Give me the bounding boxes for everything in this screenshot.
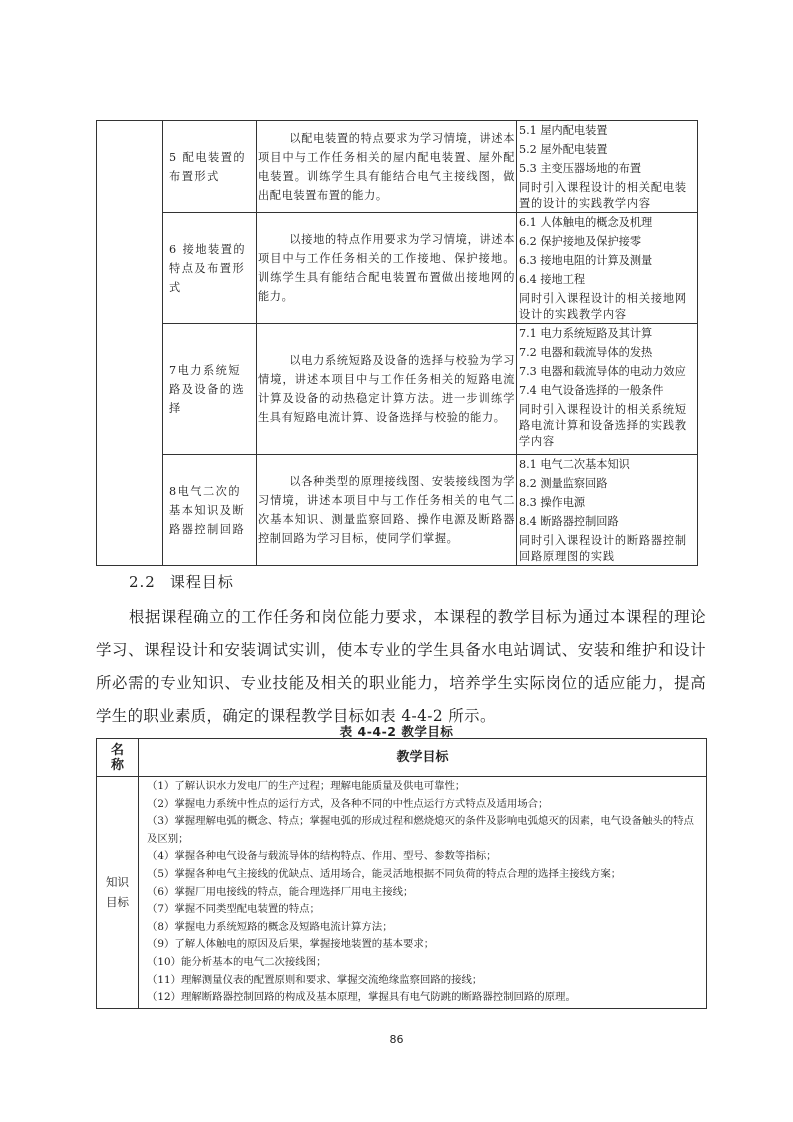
list-item: 7.2 电器和载流导体的发热 xyxy=(519,346,653,359)
goal-item: （5）掌握各种电气主接线的优缺点、适用场合，能灵活地根据不同负荷的特点合理的选择主接线方案； xyxy=(147,867,622,880)
goal-category: 知识 目标 xyxy=(97,777,139,1009)
table-row xyxy=(97,777,707,1009)
table-row xyxy=(97,324,698,455)
list-item: 5.1 屋内配电装置 xyxy=(519,124,608,137)
unit-name: 7电力系统短路及设备的选择 xyxy=(163,324,257,455)
course-content-table xyxy=(96,120,698,566)
list-item: 6.2 保护接地及保护接零 xyxy=(519,235,642,248)
section-number: 2.2 xyxy=(129,573,156,591)
goal-item: （3）掌握理解电弧的概念、特点；掌握电弧的形成过程和燃烧熄灭的条件及影响电弧熄灭的因素，电气设备触头的特点及区别； xyxy=(147,815,694,845)
practice-note: 同时引入课程设计的相关配电装置的设计的实践教学内容 xyxy=(519,181,687,210)
goal-item: （10）能分析基本的电气二次接线图； xyxy=(147,955,327,968)
section-heading xyxy=(129,571,234,592)
goal-item: （8）掌握电力系统短路的概念及短路电流计算方法； xyxy=(147,920,393,933)
list-item: 8.2 测量监察回路 xyxy=(519,477,608,490)
teaching-goals-table xyxy=(96,738,707,1009)
list-item: 8.3 操作电源 xyxy=(519,496,586,509)
practice-note: 同时引入课程设计的断路器控制回路原理图的实践 xyxy=(519,534,687,563)
list-item: 8.4 断路器控制回路 xyxy=(519,515,619,528)
unit-items xyxy=(517,213,698,324)
module-cell xyxy=(97,121,163,566)
list-item: 6.3 接地电阻的计算及测量 xyxy=(519,254,653,267)
unit-items xyxy=(517,121,698,213)
body-paragraph xyxy=(96,601,706,733)
goal-item: （11）理解测量仪表的配置原则和要求、掌握交流绝缘监察回路的接线； xyxy=(147,973,483,986)
header-goals: 教学目标 xyxy=(139,739,707,777)
unit-items xyxy=(517,324,698,455)
list-item: 7.3 电器和载流导体的电动力效应 xyxy=(519,365,686,378)
goal-item: （9）了解人体触电的原因及后果，掌握接地装置的基本要求； xyxy=(147,938,435,951)
list-item: 7.4 电气设备选择的一般条件 xyxy=(519,384,664,397)
list-item: 5.2 屋外配电装置 xyxy=(519,143,608,156)
list-item: 6.1 人体触电的概念及机理 xyxy=(519,216,653,229)
list-item: 5.3 主变压器场地的布置 xyxy=(519,162,642,175)
goal-item: （2）掌握电力系统中性点的运行方式，及各种不同的中性点运行方式特点及适用场合； xyxy=(147,797,549,810)
unit-name: 8电气二次的基本知识及断路器控制回路 xyxy=(163,455,257,566)
goal-item: （6）掌握厂用电接线的特点，能合理选择厂用电主接线； xyxy=(147,885,414,898)
goal-item: （1）了解认识水力发电厂的生产过程；理解电能质量及供电可靠性； xyxy=(147,780,466,792)
unit-items xyxy=(517,455,698,566)
list-item: 6.4 接地工程 xyxy=(519,273,586,286)
goal-list xyxy=(139,777,707,1009)
unit-description: 以接地的特点作用要求为学习情境，讲述本项目中与工作任务相关的工作接地、保护接地。训练学生具有能结合配电装置布置做出接地网的能力。 xyxy=(257,213,517,324)
practice-note: 同时引入课程设计的相关接地网设计的实践教学内容 xyxy=(519,292,687,321)
section-title: 课程目标 xyxy=(169,573,234,591)
unit-description: 以各种类型的原理接线图、安装接线图为学习情境，讲述本项目中与工作任务相关的电气二次基本知识、测量监察回路、操作电源及断路器控制回路为学习目标，使同学们掌握。 xyxy=(257,455,517,566)
unit-description: 以配电装置的特点要求为学习情境，讲述本项目中与工作任务相关的屋内配电装置、屋外配电装置。训练学生具有能结合电气主接线图，做出配电装置布置的能力。 xyxy=(257,121,517,213)
table-row xyxy=(97,121,698,213)
unit-name: 6 接地装置的特点及布置形式 xyxy=(163,213,257,324)
goal-item: （12）理解断路器控制回路的构成及基本原理，掌握具有电气防跳的断路器控制回路的原理。 xyxy=(147,991,576,1004)
unit-description: 以电力系统短路及设备的选择与校验为学习情境，讲述本项目中与工作任务相关的短路电流计算及设备的动热稳定计算方法。进一步训练学生具有短路电流计算、设备选择与校验的能力。 xyxy=(257,324,517,455)
list-item: 8.1 电气二次基本知识 xyxy=(519,458,630,471)
header-name: 名 称 xyxy=(97,739,139,777)
table-row xyxy=(97,455,698,566)
unit-name: 5 配电装置的布置形式 xyxy=(163,121,257,213)
table-header-row xyxy=(97,739,707,777)
goal-item: （4）掌握各种电气设备与载流导体的结构特点、作用、型号、参数等指标； xyxy=(147,850,497,863)
goal-item: （7）掌握不同类型配电装置的特点； xyxy=(147,903,320,916)
paragraph-text: 根据课程确立的工作任务和岗位能力要求，本课程的教学目标为通过本课程的理论学习、课程设计和安装调试实训，使本专业的学生具备水电站调试、安装和维护和设计所必需的专业知识、专业技能及相关的职业能力，培养学生实际岗位的适应能力，提高学生的职业素质，确定的课程教学目标如表 4-4-2 所示。 xyxy=(96,608,706,725)
list-item: 7.1 电力系统短路及其计算 xyxy=(519,327,653,340)
table-row xyxy=(97,213,698,324)
page-number: 86 xyxy=(389,1033,404,1046)
practice-note: 同时引入课程设计的相关系统短路电流计算和设备选择的实践教学内容 xyxy=(519,403,687,448)
table-caption: 表 4-4-2 教学目标 xyxy=(339,724,454,739)
